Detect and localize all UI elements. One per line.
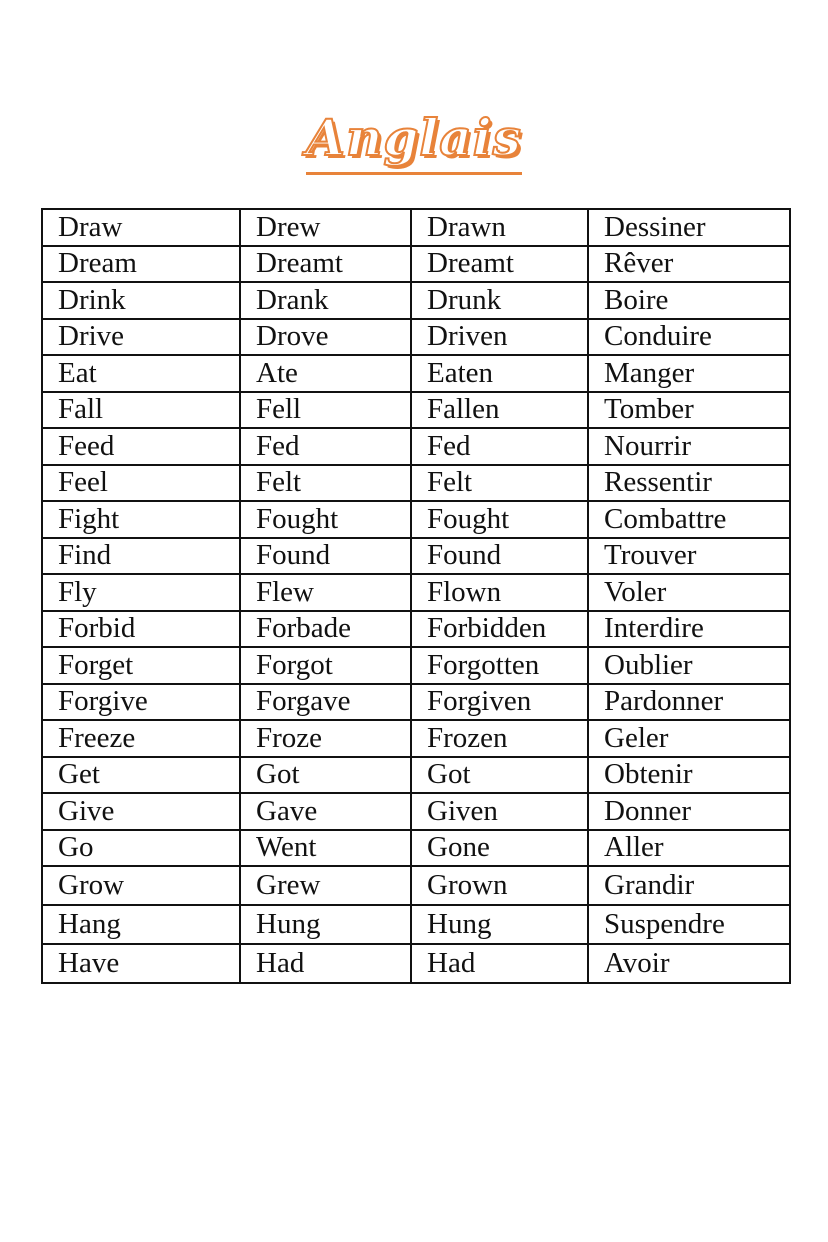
- page-title: Anglais: [306, 108, 522, 175]
- infinitive-cell: Grow: [42, 866, 240, 905]
- infinitive-cell: Forgive: [42, 684, 240, 721]
- translation-cell: Nourrir: [588, 428, 790, 465]
- verbs-table-body: [42, 209, 790, 983]
- infinitive-cell: Find: [42, 538, 240, 575]
- irregular-verbs-table: [41, 208, 791, 984]
- table-row: [42, 684, 790, 721]
- table-row: [42, 757, 790, 794]
- past-participle-cell: Given: [411, 793, 588, 830]
- preterit-cell: Fell: [240, 392, 411, 429]
- infinitive-cell: Have: [42, 944, 240, 983]
- preterit-cell: Forbade: [240, 611, 411, 648]
- infinitive-cell: Eat: [42, 355, 240, 392]
- translation-cell: Pardonner: [588, 684, 790, 721]
- preterit-cell: Hung: [240, 905, 411, 944]
- translation-cell: Manger: [588, 355, 790, 392]
- preterit-cell: Grew: [240, 866, 411, 905]
- preterit-cell: Gave: [240, 793, 411, 830]
- past-participle-cell: Drawn: [411, 209, 588, 246]
- preterit-cell: Forgot: [240, 647, 411, 684]
- translation-cell: Boire: [588, 282, 790, 319]
- table-row: [42, 611, 790, 648]
- preterit-cell: Dreamt: [240, 246, 411, 283]
- past-participle-cell: Driven: [411, 319, 588, 356]
- translation-cell: Conduire: [588, 319, 790, 356]
- table-row: [42, 905, 790, 944]
- infinitive-cell: Draw: [42, 209, 240, 246]
- infinitive-cell: Give: [42, 793, 240, 830]
- table-row: [42, 501, 790, 538]
- preterit-cell: Ate: [240, 355, 411, 392]
- preterit-cell: Fought: [240, 501, 411, 538]
- past-participle-cell: Found: [411, 538, 588, 575]
- preterit-cell: Froze: [240, 720, 411, 757]
- table-row: [42, 465, 790, 502]
- translation-cell: Combattre: [588, 501, 790, 538]
- infinitive-cell: Forget: [42, 647, 240, 684]
- preterit-cell: Drew: [240, 209, 411, 246]
- translation-cell: Dessiner: [588, 209, 790, 246]
- past-participle-cell: Forgiven: [411, 684, 588, 721]
- table-row: [42, 647, 790, 684]
- table-row: [42, 209, 790, 246]
- table-row: [42, 392, 790, 429]
- table-row: [42, 720, 790, 757]
- past-participle-cell: Fed: [411, 428, 588, 465]
- table-row: [42, 538, 790, 575]
- preterit-cell: Had: [240, 944, 411, 983]
- infinitive-cell: Dream: [42, 246, 240, 283]
- infinitive-cell: Hang: [42, 905, 240, 944]
- past-participle-cell: Dreamt: [411, 246, 588, 283]
- translation-cell: Grandir: [588, 866, 790, 905]
- preterit-cell: Flew: [240, 574, 411, 611]
- infinitive-cell: Forbid: [42, 611, 240, 648]
- preterit-cell: Got: [240, 757, 411, 794]
- past-participle-cell: Felt: [411, 465, 588, 502]
- table-row: [42, 355, 790, 392]
- infinitive-cell: Fight: [42, 501, 240, 538]
- translation-cell: Aller: [588, 830, 790, 867]
- table-row: [42, 282, 790, 319]
- preterit-cell: Forgave: [240, 684, 411, 721]
- table-row: [42, 246, 790, 283]
- translation-cell: Voler: [588, 574, 790, 611]
- past-participle-cell: Flown: [411, 574, 588, 611]
- infinitive-cell: Go: [42, 830, 240, 867]
- past-participle-cell: Fought: [411, 501, 588, 538]
- past-participle-cell: Had: [411, 944, 588, 983]
- table-row: [42, 866, 790, 905]
- past-participle-cell: Fallen: [411, 392, 588, 429]
- infinitive-cell: Drink: [42, 282, 240, 319]
- preterit-cell: Drank: [240, 282, 411, 319]
- preterit-cell: Found: [240, 538, 411, 575]
- past-participle-cell: Forbidden: [411, 611, 588, 648]
- preterit-cell: Felt: [240, 465, 411, 502]
- past-participle-cell: Got: [411, 757, 588, 794]
- infinitive-cell: Drive: [42, 319, 240, 356]
- title-container: [0, 108, 828, 175]
- infinitive-cell: Freeze: [42, 720, 240, 757]
- table-row: [42, 319, 790, 356]
- table-row: [42, 428, 790, 465]
- infinitive-cell: Fly: [42, 574, 240, 611]
- past-participle-cell: Hung: [411, 905, 588, 944]
- infinitive-cell: Feel: [42, 465, 240, 502]
- preterit-cell: Went: [240, 830, 411, 867]
- table-row: [42, 830, 790, 867]
- infinitive-cell: Get: [42, 757, 240, 794]
- translation-cell: Tomber: [588, 392, 790, 429]
- infinitive-cell: Fall: [42, 392, 240, 429]
- preterit-cell: Fed: [240, 428, 411, 465]
- table-row: [42, 944, 790, 983]
- table-row: [42, 574, 790, 611]
- past-participle-cell: Drunk: [411, 282, 588, 319]
- table-row: [42, 793, 790, 830]
- past-participle-cell: Eaten: [411, 355, 588, 392]
- preterit-cell: Drove: [240, 319, 411, 356]
- translation-cell: Interdire: [588, 611, 790, 648]
- translation-cell: Trouver: [588, 538, 790, 575]
- past-participle-cell: Grown: [411, 866, 588, 905]
- translation-cell: Geler: [588, 720, 790, 757]
- translation-cell: Obtenir: [588, 757, 790, 794]
- translation-cell: Rêver: [588, 246, 790, 283]
- translation-cell: Donner: [588, 793, 790, 830]
- translation-cell: Oublier: [588, 647, 790, 684]
- past-participle-cell: Frozen: [411, 720, 588, 757]
- past-participle-cell: Gone: [411, 830, 588, 867]
- translation-cell: Suspendre: [588, 905, 790, 944]
- translation-cell: Ressentir: [588, 465, 790, 502]
- past-participle-cell: Forgotten: [411, 647, 588, 684]
- translation-cell: Avoir: [588, 944, 790, 983]
- infinitive-cell: Feed: [42, 428, 240, 465]
